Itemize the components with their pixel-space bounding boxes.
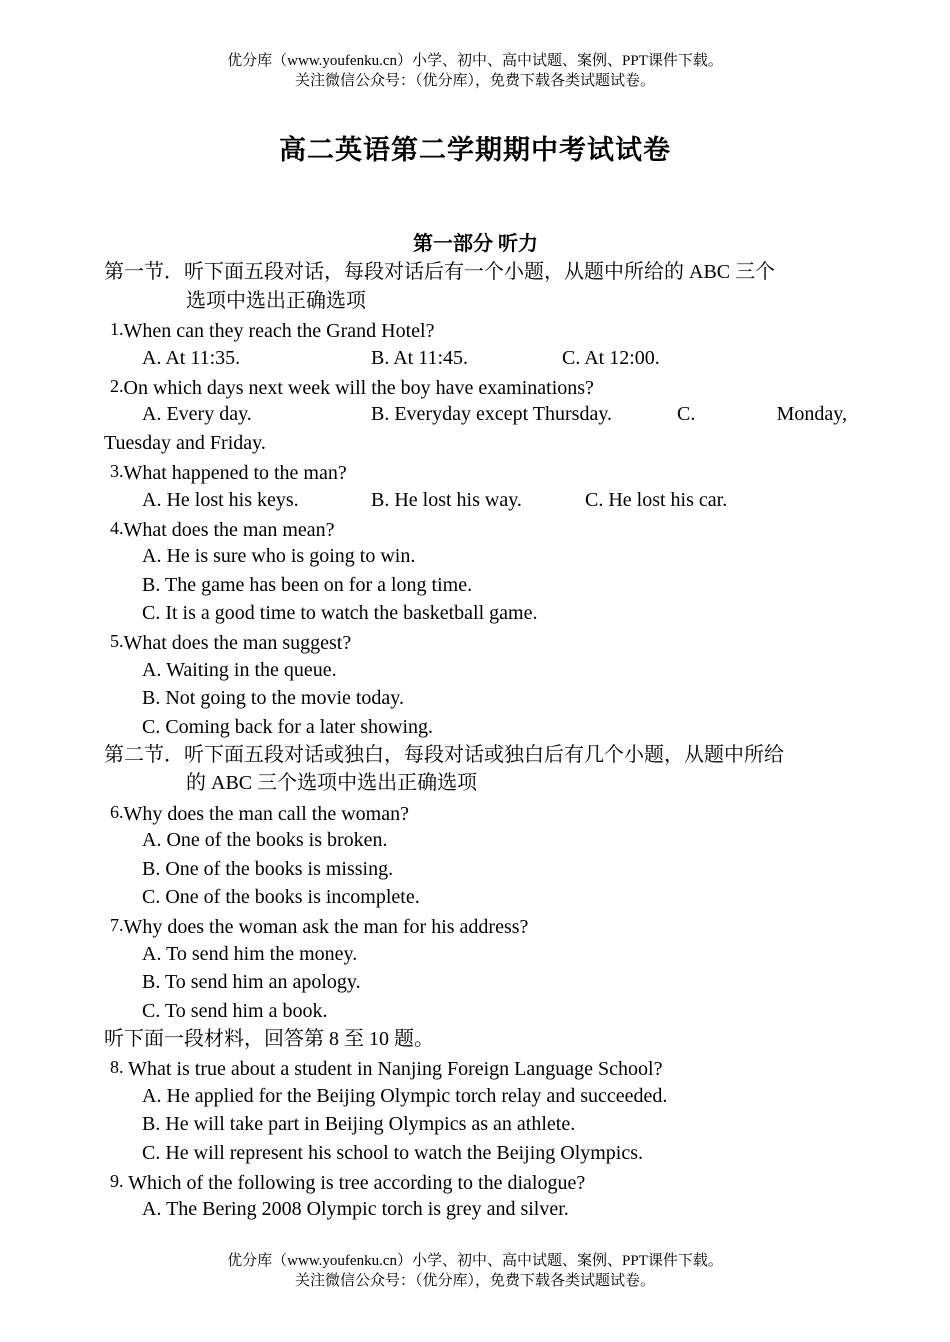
- question-text: What does the man mean?: [123, 518, 335, 541]
- question-8: [104, 1053, 847, 1081]
- option-c: C. To send him a book.: [142, 999, 328, 1022]
- option-b: B. Not going to the movie today.: [142, 687, 405, 710]
- option-c: C.: [677, 403, 696, 426]
- question-text: Why does the woman ask the man for his address?: [123, 916, 529, 939]
- option-b: B. Everyday except Thursday.: [371, 403, 613, 426]
- options-row-1: [104, 344, 847, 372]
- question-1: [104, 315, 847, 343]
- option-b: B. To send him an apology.: [142, 971, 361, 994]
- option-a: A. The Bering 2008 Olympic torch is grey and silver.: [142, 1198, 569, 1221]
- section-1-instruction-cont: 选项中选出正确选项: [186, 289, 366, 312]
- options-row-3: [104, 486, 847, 514]
- question-text: Which of the following is tree according to the dialogue?: [123, 1171, 586, 1194]
- option-b: B. He lost his way.: [371, 488, 522, 511]
- question-number: 1.: [110, 319, 124, 340]
- question-number: 7.: [110, 915, 124, 936]
- option-c: C. It is a good time to watch the basketball game.: [142, 602, 538, 625]
- option-c-wrap: Tuesday and Friday.: [104, 431, 266, 454]
- section-1-instruction: 第一节．听下面五段对话，每段对话后有一个小题，从题中所给的 ABC 三个: [104, 261, 776, 284]
- question-text: What happened to the man?: [123, 462, 347, 485]
- option-a: A. Waiting in the queue.: [142, 658, 337, 681]
- question-text: Why does the man call the woman?: [123, 802, 409, 825]
- question-text: What is true about a student in Nanjing Foreign Language School?: [123, 1058, 663, 1081]
- option-a: A. One of the books is broken.: [142, 829, 388, 852]
- option-b: B. He will take part in Beijing Olympics as an athlete.: [142, 1113, 576, 1136]
- question-3: [104, 457, 847, 485]
- page-header: [0, 51, 950, 91]
- header-line-2: 关注微信公众号：（优分库），免费下载各类试题试卷。: [294, 73, 655, 89]
- question-text: On which days next week will the boy have examinations?: [123, 376, 594, 399]
- option-a: A. At 11:35.: [142, 346, 241, 369]
- option-a: A. He is sure who is going to win.: [142, 545, 416, 568]
- question-number: 4.: [110, 517, 124, 538]
- question-text: When can they reach the Grand Hotel?: [123, 320, 435, 343]
- option-a: A. He lost his keys.: [142, 488, 299, 511]
- question-text: What does the man suggest?: [123, 632, 352, 655]
- question-5: [104, 627, 847, 655]
- question-6: [104, 798, 847, 826]
- option-b: B. One of the books is missing.: [142, 857, 394, 880]
- option-c: C. One of the books is incomplete.: [142, 885, 420, 908]
- option-c-text: Monday,: [776, 403, 847, 426]
- question-7: [104, 911, 847, 939]
- option-b: B. The game has been on for a long time.: [142, 573, 473, 596]
- question-number: 2.: [110, 375, 124, 396]
- option-b: B. At 11:45.: [371, 346, 469, 369]
- question-4: [104, 514, 847, 542]
- part-heading: 第一部分 听力: [413, 233, 538, 255]
- option-c: C. He lost his car.: [585, 488, 728, 511]
- document-body: [104, 230, 847, 1224]
- question-number: 5.: [110, 631, 124, 652]
- passage-note: 听下面一段材料，回答第 8 至 10 题。: [104, 1027, 434, 1050]
- option-a: A. Every day.: [142, 403, 252, 426]
- option-a: A. He applied for the Beijing Olympic torch relay and succeeded.: [142, 1084, 668, 1107]
- footer-line-1: 优分库（www.youfenku.cn）小学、初中、高中试题、案例、PPT课件下载。: [227, 1253, 723, 1269]
- options-row-2: [104, 400, 847, 428]
- section-2-instruction-cont: 的 ABC 三个选项中选出正确选项: [186, 772, 478, 795]
- question-2: [104, 372, 847, 400]
- footer-line-2: 关注微信公众号：（优分库），免费下载各类试题试卷。: [294, 1273, 655, 1289]
- question-number: 6.: [110, 801, 124, 822]
- question-number: 9.: [110, 1170, 124, 1191]
- option-a: A. To send him the money.: [142, 942, 358, 965]
- option-c: C. Coming back for a later showing.: [142, 715, 434, 738]
- question-number: 8.: [110, 1057, 124, 1078]
- section-2-instruction: 第二节．听下面五段对话或独白，每段对话或独白后有几个小题，从题中所给: [104, 744, 784, 767]
- option-c: C. He will represent his school to watch the Beijing Olympics.: [142, 1141, 644, 1164]
- question-9: [104, 1167, 847, 1195]
- question-number: 3.: [110, 461, 124, 482]
- page-footer: [0, 1251, 950, 1291]
- document-title: 高二英语第二学期期中考试试卷: [279, 135, 671, 165]
- option-c: C. At 12:00.: [562, 346, 660, 369]
- header-line-1: 优分库（www.youfenku.cn）小学、初中、高中试题、案例、PPT课件下载。: [227, 53, 723, 69]
